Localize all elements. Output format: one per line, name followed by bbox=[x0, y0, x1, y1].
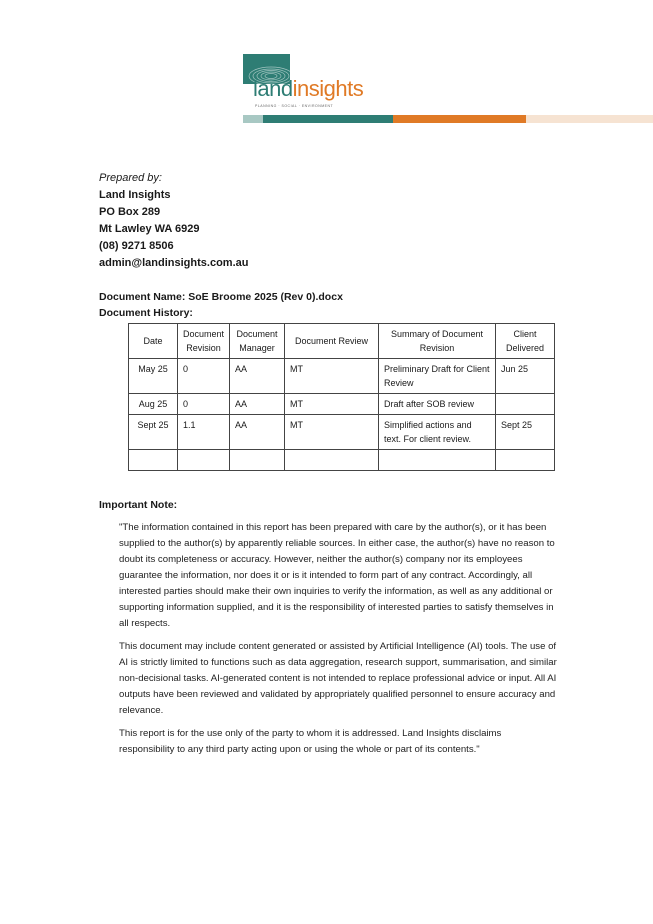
col-delivered: Client Delivered bbox=[496, 324, 555, 359]
suburb: Mt Lawley WA 6929 bbox=[99, 223, 200, 235]
important-note-paragraph-2: This document may include content generated or assisted by Artificial Intelligence (AI) tools. The use of AI is strictly limited to functions such as data aggregation, research support, summarisation, and similar non-decisional tasks. AI-generated content is not intended to replace professional advice or input. All AI outputs have been reviewed and validated by appropriately qualified personnel to ensure accuracy and relevance. bbox=[119, 641, 557, 716]
logo-tagline: PLANNING · SOCIAL · ENVIRONMENT bbox=[255, 104, 334, 108]
company-name: Land Insights bbox=[99, 189, 171, 201]
cell-date: May 25 bbox=[129, 359, 178, 394]
cell-date: Aug 25 bbox=[129, 394, 178, 415]
cell-manager: AA bbox=[230, 359, 285, 394]
cell-delivered: Sept 25 bbox=[496, 415, 555, 450]
cell-delivered: Jun 25 bbox=[496, 359, 555, 394]
phone: (08) 9271 8506 bbox=[99, 240, 174, 252]
cell-revision: 0 bbox=[178, 394, 230, 415]
po-box: PO Box 289 bbox=[99, 206, 161, 218]
cell-revision bbox=[178, 450, 230, 471]
cell-review: MT bbox=[285, 415, 379, 450]
cell-summary: Draft after SOB review bbox=[379, 394, 496, 415]
cell-summary bbox=[379, 450, 496, 471]
cell-revision: 1.1 bbox=[178, 415, 230, 450]
header-band-peach bbox=[526, 115, 653, 123]
document-name: Document Name: SoE Broome 2025 (Rev 0).docx bbox=[99, 291, 343, 303]
prepared-by-block bbox=[99, 170, 248, 272]
cell-manager bbox=[230, 450, 285, 471]
cell-date bbox=[129, 450, 178, 471]
header-band-light-teal bbox=[243, 115, 263, 123]
cell-delivered bbox=[496, 450, 555, 471]
header-band-orange bbox=[393, 115, 526, 123]
prepared-by-label: Prepared by: bbox=[99, 172, 162, 184]
col-revision: Document Revision bbox=[178, 324, 230, 359]
cell-summary: Preliminary Draft for Client Review bbox=[379, 359, 496, 394]
table-row-empty bbox=[129, 450, 555, 471]
cell-review: MT bbox=[285, 359, 379, 394]
cell-summary: Simplified actions and text. For client review. bbox=[379, 415, 496, 450]
cell-revision: 0 bbox=[178, 359, 230, 394]
col-date: Date bbox=[129, 324, 178, 359]
col-review: Document Review bbox=[285, 324, 379, 359]
email: admin@landinsights.com.au bbox=[99, 257, 249, 269]
table-header-row bbox=[129, 324, 555, 359]
logo-word-land: land bbox=[253, 76, 293, 101]
cell-manager: AA bbox=[230, 394, 285, 415]
col-summary: Summary of Document Revision bbox=[379, 324, 496, 359]
logo-wordmark bbox=[253, 78, 363, 100]
document-history-table bbox=[128, 323, 555, 471]
col-manager: Document Manager bbox=[230, 324, 285, 359]
table-row bbox=[129, 415, 555, 450]
table-row bbox=[129, 359, 555, 394]
cell-review bbox=[285, 450, 379, 471]
table-row bbox=[129, 394, 555, 415]
cell-delivered bbox=[496, 394, 555, 415]
document-history-label: Document History: bbox=[99, 307, 193, 319]
cell-date: Sept 25 bbox=[129, 415, 178, 450]
important-note-paragraph-3: This report is for the use only of the party to whom it is addressed. Land Insights disclaims responsibility to any third party acting upon or using the whole or part of its contents." bbox=[119, 728, 502, 755]
logo-word-insights: insights bbox=[292, 76, 364, 101]
cell-manager: AA bbox=[230, 415, 285, 450]
land-insights-logo bbox=[243, 54, 363, 110]
cell-review: MT bbox=[285, 394, 379, 415]
important-note-paragraph-1: "The information contained in this report has been prepared with care by the author(s), or it has been supplied to the author(s) by apparently reliable sources. In either case, the author(s) have no reason to doubt its completeness or accuracy. However, neither the author(s) company nor its employees guarantee the information, nor does it or is it intended to form part of any contract. Accordingly, all interested parties should make their own inquiries to verify the information, as well as any additional or supporting information supplied, and it is the responsibility of interested parties to satisfy themselves in all respects. bbox=[119, 522, 555, 629]
important-note-label: Important Note: bbox=[99, 499, 178, 511]
header-band-teal bbox=[263, 115, 393, 123]
